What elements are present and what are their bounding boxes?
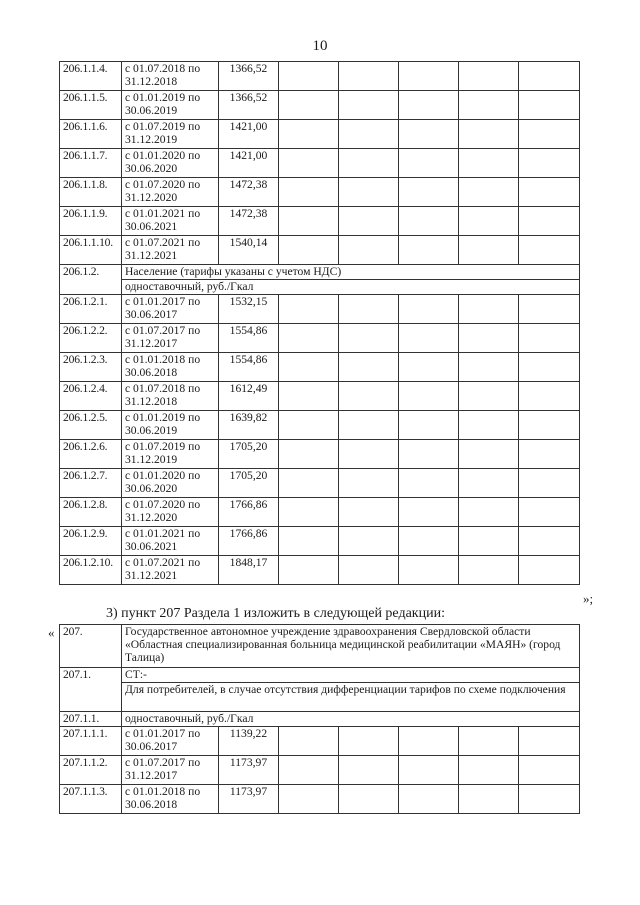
table-row bbox=[60, 727, 580, 756]
row-number: 206.1.2.7. bbox=[60, 469, 122, 498]
row-value: 1421,00 bbox=[219, 149, 279, 178]
row-number: 206.1.2.5. bbox=[60, 411, 122, 440]
row-period: с 01.07.2021 по 31.12.2021 bbox=[122, 556, 219, 585]
row-period: с 01.01.2019 по 30.06.2019 bbox=[122, 411, 219, 440]
row-number: 206.1.2.2. bbox=[60, 324, 122, 353]
consumer-row bbox=[60, 683, 580, 712]
page-number: 10 bbox=[312, 38, 328, 54]
row-value: 1472,38 bbox=[219, 178, 279, 207]
row-value: 1639,82 bbox=[219, 411, 279, 440]
org-number: 207. bbox=[60, 625, 122, 668]
row-number: 207.1.1.3. bbox=[60, 785, 122, 814]
row-number: 206.1.2.1. bbox=[60, 295, 122, 324]
row-value: 1554,86 bbox=[219, 324, 279, 353]
st-text: СТ:- bbox=[122, 668, 580, 683]
table-row bbox=[60, 207, 580, 236]
row-value: 1139,22 bbox=[219, 727, 279, 756]
row-period: с 01.01.2020 по 30.06.2020 bbox=[122, 149, 219, 178]
row-value: 1848,17 bbox=[219, 556, 279, 585]
row-period: с 01.01.2017 по 30.06.2017 bbox=[122, 295, 219, 324]
row-number: 206.1.2.9. bbox=[60, 527, 122, 556]
row-number: 206.1.2.3. bbox=[60, 353, 122, 382]
table-row bbox=[60, 120, 580, 149]
table-row bbox=[60, 353, 580, 382]
row-value: 1705,20 bbox=[219, 440, 279, 469]
row-number: 206.1.1.4. bbox=[60, 62, 122, 91]
row-period: с 01.07.2018 по 31.12.2018 bbox=[122, 382, 219, 411]
row-value: 1532,15 bbox=[219, 295, 279, 324]
row-number: 206.1.1.6. bbox=[60, 120, 122, 149]
table-row bbox=[60, 91, 580, 120]
table-row bbox=[60, 469, 580, 498]
row-value: 1766,86 bbox=[219, 498, 279, 527]
row-value: 1366,52 bbox=[219, 91, 279, 120]
row-value: 1540,14 bbox=[219, 236, 279, 265]
table-row bbox=[60, 440, 580, 469]
table-row bbox=[60, 149, 580, 178]
row-number: 207.1.1.2. bbox=[60, 756, 122, 785]
row-value: 1705,20 bbox=[219, 469, 279, 498]
row-period: с 01.07.2018 по 31.12.2018 bbox=[122, 62, 219, 91]
row-value: 1554,86 bbox=[219, 353, 279, 382]
table-row bbox=[60, 178, 580, 207]
row-number: 206.1.2.4. bbox=[60, 382, 122, 411]
st-number: 207.1. bbox=[60, 668, 122, 712]
row-period: с 01.07.2020 по 31.12.2020 bbox=[122, 178, 219, 207]
row-number: 206.1.1.8. bbox=[60, 178, 122, 207]
section-number: 206.1.2. bbox=[60, 265, 122, 295]
row-value: 1612,49 bbox=[219, 382, 279, 411]
section-heading: 3) пункт 207 Раздела 1 изложить в следующей редакции: bbox=[106, 606, 445, 621]
consumer-text: Для потребителей, в случае отсутствия дифференциации тарифов по схеме подключения bbox=[122, 683, 580, 712]
st-row bbox=[60, 668, 580, 683]
sub-row bbox=[60, 712, 580, 727]
row-number: 206.1.2.8. bbox=[60, 498, 122, 527]
row-period: с 01.07.2020 по 31.12.2020 bbox=[122, 498, 219, 527]
row-number: 206.1.2.10. bbox=[60, 556, 122, 585]
row-value: 1173,97 bbox=[219, 785, 279, 814]
table-row bbox=[60, 324, 580, 353]
section-title: Население (тарифы указаны с учетом НДС) bbox=[122, 265, 580, 280]
row-period: с 01.07.2019 по 31.12.2019 bbox=[122, 440, 219, 469]
tariff-table-206 bbox=[59, 61, 580, 585]
row-period: с 01.01.2018 по 30.06.2018 bbox=[122, 353, 219, 382]
row-period: с 01.01.2020 по 30.06.2020 bbox=[122, 469, 219, 498]
row-period: с 01.01.2021 по 30.06.2021 bbox=[122, 527, 219, 556]
row-period: с 01.07.2017 по 31.12.2017 bbox=[122, 756, 219, 785]
tariff-table-207 bbox=[59, 624, 580, 814]
table-row bbox=[60, 527, 580, 556]
table-row bbox=[60, 756, 580, 785]
row-number: 207.1.1.1. bbox=[60, 727, 122, 756]
org-row bbox=[60, 625, 580, 668]
row-number: 206.1.1.10. bbox=[60, 236, 122, 265]
row-value: 1472,38 bbox=[219, 207, 279, 236]
table-row bbox=[60, 411, 580, 440]
row-value: 1173,97 bbox=[219, 756, 279, 785]
row-value: 1766,86 bbox=[219, 527, 279, 556]
row-number: 206.1.1.9. bbox=[60, 207, 122, 236]
section-row bbox=[60, 265, 580, 280]
opening-quote: « bbox=[48, 625, 55, 640]
table-row bbox=[60, 556, 580, 585]
table-row bbox=[60, 236, 580, 265]
row-value: 1366,52 bbox=[219, 62, 279, 91]
sub-number: 207.1.1. bbox=[60, 712, 122, 727]
org-name: Государственное автономное учреждение здравоохранения Свердловской области «Областная специализированная больница медицинской реабилитации «МАЯН» (город Талица) bbox=[122, 625, 580, 668]
row-period: с 01.01.2017 по 30.06.2017 bbox=[122, 727, 219, 756]
row-period: с 01.01.2021 по 30.06.2021 bbox=[122, 207, 219, 236]
row-number: 206.1.1.7. bbox=[60, 149, 122, 178]
section-subtitle: одноставочный, руб./Гкал bbox=[122, 280, 580, 295]
row-period: с 01.07.2021 по 31.12.2021 bbox=[122, 236, 219, 265]
row-period: с 01.07.2017 по 31.12.2017 bbox=[122, 324, 219, 353]
row-number: 206.1.1.5. bbox=[60, 91, 122, 120]
sub-text: одноставочный, руб./Гкал bbox=[122, 712, 580, 727]
table-row bbox=[60, 785, 580, 814]
table-row bbox=[60, 62, 580, 91]
section-subrow bbox=[60, 280, 580, 295]
table-row bbox=[60, 382, 580, 411]
closing-quote: »; bbox=[583, 591, 594, 606]
row-period: с 01.07.2019 по 31.12.2019 bbox=[122, 120, 219, 149]
row-value: 1421,00 bbox=[219, 120, 279, 149]
table-row bbox=[60, 498, 580, 527]
row-period: с 01.01.2018 по 30.06.2018 bbox=[122, 785, 219, 814]
row-period: с 01.01.2019 по 30.06.2019 bbox=[122, 91, 219, 120]
table-row bbox=[60, 295, 580, 324]
row-number: 206.1.2.6. bbox=[60, 440, 122, 469]
